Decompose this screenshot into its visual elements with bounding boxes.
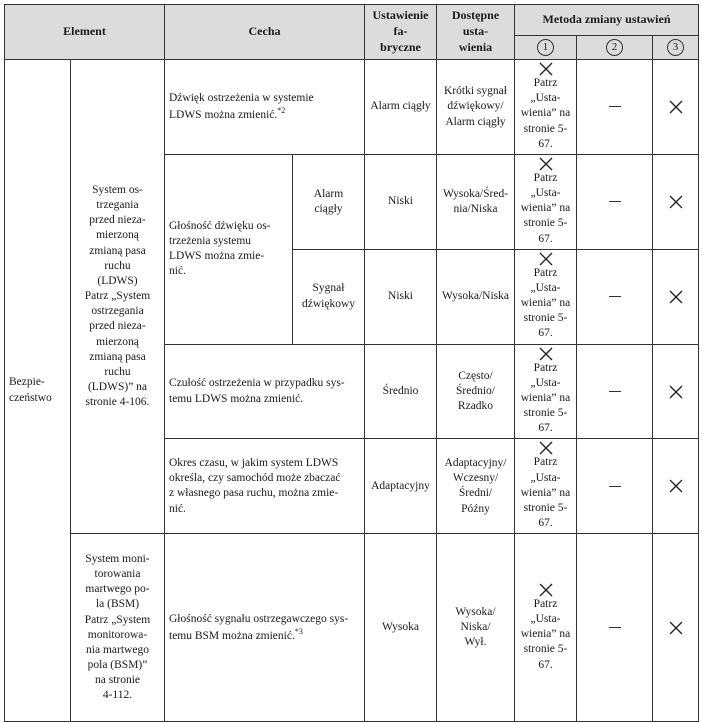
method-2-cell — [577, 60, 653, 155]
available-settings-cell: Często/Średnio/ Rzadko — [437, 344, 515, 439]
circled-number: 2 — [606, 39, 623, 56]
cross-icon — [539, 347, 553, 361]
dash-icon — [609, 486, 621, 487]
factory-setting-cell: Adaptacyjny — [365, 439, 437, 534]
cross-icon — [539, 252, 553, 266]
factory-setting-cell: Alarm ciągły — [365, 60, 437, 155]
method-3-cell — [653, 439, 699, 534]
sub-feature-cell: Alarm ciągły — [293, 154, 365, 249]
dash-icon — [609, 296, 621, 297]
ldws-system-cell: System os- trzegania przed niezа- mierzoną zmianą pasa ruchu (LDWS) Patrz „System ostrzegania przed nieza- mierzoną zmianą pasa ruchu (LDWS)” na stronie 4-106. — [71, 60, 165, 534]
factory-setting-cell: Wysoka — [365, 534, 437, 722]
cross-icon — [669, 479, 683, 493]
factory-setting-cell: Niski — [365, 249, 437, 344]
circled-number: 3 — [667, 39, 684, 56]
dash-icon — [609, 201, 621, 202]
category-cell: Bezpie- czeństwo — [5, 60, 71, 722]
cross-icon — [669, 195, 683, 209]
dash-icon — [609, 391, 621, 392]
cross-icon — [539, 62, 553, 76]
header-element: Element — [5, 5, 165, 60]
dash-icon — [609, 627, 621, 628]
available-settings-cell: Wysoka/ Niska/ Wył. — [437, 534, 515, 722]
factory-setting-cell: Średnio — [365, 344, 437, 439]
available-settings-cell: Krótki sygnał dźwiękowy/ Alarm ciągły — [437, 60, 515, 155]
cross-icon — [539, 157, 553, 171]
method-3-cell — [653, 154, 699, 249]
header-available-settings: Dostępne usta- wienia — [437, 5, 515, 60]
cross-icon — [539, 583, 553, 597]
settings-table — [4, 4, 699, 722]
method-1-cell: Patrz „Usta- wienia” na stronie 5-67. — [515, 344, 577, 439]
method-1-cell: Patrz „Usta- wienia” na stronie 5-67. — [515, 249, 577, 344]
feature-cell: Okres czasu, w jakim system LDWS określa, czy samochód może zbaczać z własnego pasa ruchu, można zmie- nić. — [165, 439, 365, 534]
method-3-cell — [653, 344, 699, 439]
method-2-cell — [577, 439, 653, 534]
feature-cell: Dźwięk ostrzeżenia w systemie LDWS można zmienić.$^{*2}$ — [165, 60, 365, 155]
method-3-cell — [653, 249, 699, 344]
header-method-2 — [577, 36, 653, 60]
feature-cell: Czułość ostrzeżenia w przypadku sys- temu LDWS można zmienić. — [165, 344, 365, 439]
header-feature: Cecha — [165, 5, 365, 60]
header-factory-setting: Ustawienie fa- bryczne — [365, 5, 437, 60]
method-2-cell — [577, 154, 653, 249]
cross-icon — [669, 290, 683, 304]
cross-icon — [669, 100, 683, 114]
header-method-3 — [653, 36, 699, 60]
method-3-cell — [653, 534, 699, 722]
available-settings-cell: Wysoka/Niska — [437, 249, 515, 344]
feature-cell: Głośność dźwięku os- trzeżenia systemu LDWS można zmie- nić. — [165, 154, 293, 344]
method-1-cell: Patrz „Usta- wienia” na stronie 5-67. — [515, 534, 577, 722]
method-2-cell — [577, 534, 653, 722]
method-2-cell — [577, 249, 653, 344]
table-row — [5, 60, 699, 155]
available-settings-cell: Wysoka/Śred- nia/Niska — [437, 154, 515, 249]
circled-number: 1 — [537, 39, 554, 56]
bsm-system-cell: System moni- torowania martwego po- la (BSM) Patrz „System monitorowa- nia martwego pola (BSM)” na stronie 4-112. — [71, 534, 165, 722]
method-3-cell — [653, 60, 699, 155]
cross-icon — [669, 385, 683, 399]
method-1-cell: Patrz „Usta- wienia” na stronie 5-67. — [515, 60, 577, 155]
cross-icon — [539, 441, 553, 455]
factory-setting-cell: Niski — [365, 154, 437, 249]
method-1-cell: Patrz „Usta- wienia” na stronie 5-67. — [515, 154, 577, 249]
cross-icon — [669, 621, 683, 635]
available-settings-cell: Adaptacyjny/ Wczesny/ Średni/ Późny — [437, 439, 515, 534]
feature-cell: Głośność sygnału ostrzegawczego sys- temu BSM można zmienić.$^{*3}$ — [165, 534, 365, 722]
method-1-cell: Patrz „Usta- wienia” na stronie 5-67. — [515, 439, 577, 534]
sub-feature-cell: Sygnał dźwiękowy — [293, 249, 365, 344]
header-change-method: Metoda zmiany ustawień — [515, 5, 699, 36]
header-method-1 — [515, 36, 577, 60]
table-row — [5, 534, 699, 722]
dash-icon — [609, 106, 621, 107]
method-2-cell — [577, 344, 653, 439]
